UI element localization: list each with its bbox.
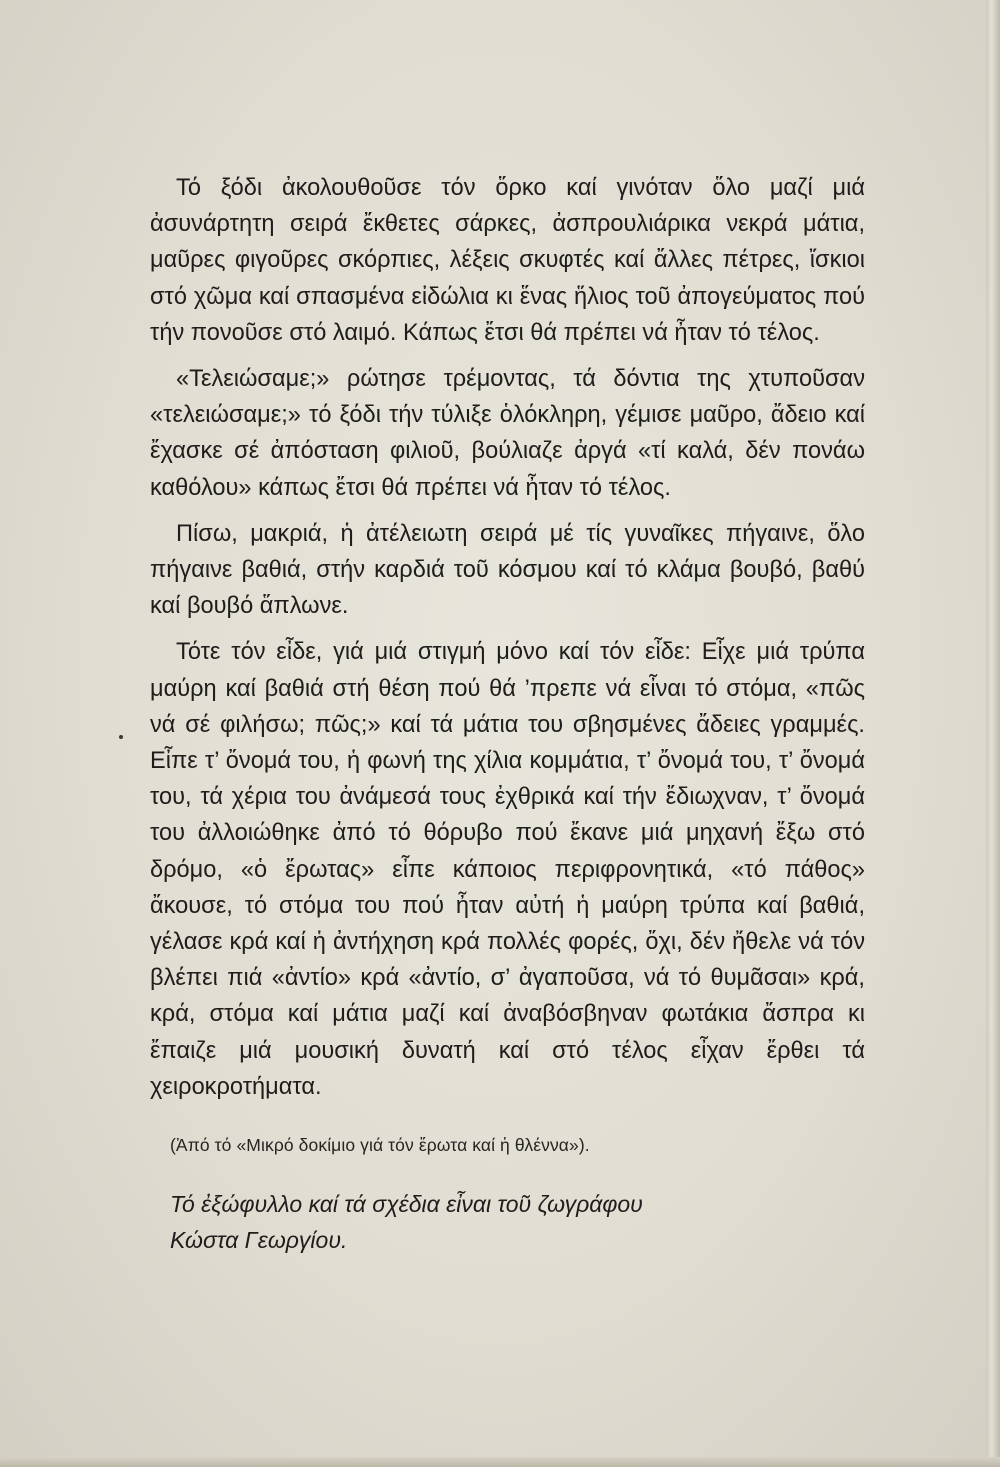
ink-speck [119, 735, 123, 739]
credits-line-1: Τό ἐξώφυλλο καί τά σχέδια εἶναι τοῦ ζωγράφου [170, 1191, 643, 1217]
page-edge-right [986, 0, 1000, 1467]
excerpt-text [150, 170, 865, 1105]
paragraph-1: Τό ξόδι ἀκολουθοῦσε τόν ὅρκο καί γινόταν ὅλο μαζί μιά ἀσυνάρτητη σειρά ἔκθετες σάρκες, ἀσπρουλιάρικα νεκρά μάτια, μαῦρες φιγοῦρες σκόρπιες, λέξεις σκυφτές καί ἄλλες πέτρες, ἴσκιοι στό χῶμα καί σπασμένα εἰδώλια κι ἕνας ἥλιος τοῦ ἀπογεύματος πού τήν πονοῦσε στό λαιμό. Κάπως ἔτσι θά πρέπει νά ἦταν τό τέλος. [150, 175, 865, 346]
cover-credits [170, 1186, 870, 1258]
paragraph-2: «Τελειώσαμε;» ρώτησε τρέμοντας, τά δόντια της χτυποῦσαν «τελειώσαμε;» τό ξόδι τήν τύλιξε ὁλόκληρη, γέμισε μαῦρο, ἄδειο καί ἔχασκε σέ ἀπόσταση φιλιοῦ, βούλιαζε ἀργά «τί καλά, δέν πονάω καθόλου» κάπως ἔτσι θά πρέπει νά ἦταν τό τέλος. [150, 366, 865, 501]
page-edge-bottom [0, 1457, 1000, 1467]
credits-line-2: Κώστα Γεωργίου. [170, 1227, 348, 1253]
paragraph-3: Πίσω, μακριά, ἡ ἀτέλειωτη σειρά μέ τίς γυναῖκες πήγαινε, ὅλο πήγαινε βαθιά, στήν καρδιά τοῦ κόσμου καί τό κλάμα βουβό, βαθύ καί βουβό ἅπλωνε. [150, 520, 865, 620]
source-note: (Ἀπό τό «Μικρό δοκίμιο γιά τόν ἔρωτα καί ἡ θλέννα»). [170, 1135, 590, 1155]
paragraph-4: Τότε τόν εἶδε, γιά μιά στιγμή μόνο καί τόν εἶδε: Εἶχε μιά τρύπα μαύρη καί βαθιά στή θέση πού θά ’πρεπε νά εἶναι τό στόμα, «πῶς νά σέ φιλήσω; πῶς;» καί τά μάτια του σβησμένες ἄδειες γραμμές. Εἶπε τ’ ὄνομά του, ἡ φωνή της χίλια κομμάτια, τ’ ὄνομά του, τ’ ὄνομά του, τά χέρια του ἀνάμεσά τους ἐχθρικά καί τήν ἔδιωχναν, τ’ ὄνομά του ἀλλοιώθηκε ἀπό τό θόρυβο πού ἔκανε μιά μηχανή ἔξω στό δρόμο, «ὁ ἔρωτας» εἶπε κάποιος περιφρονητικά, «τό πάθος» ἄκουσε, τό στόμα του πού ἦταν αὐτή ἡ μαύρη τρύπα καί βαθιά, γέλασε κρά καί ἡ ἀντήχηση κρά πολλές φορές, ὄχι, δέν ἤθελε νά τόν βλέπει πιά «ἀντίο» κρά «ἀντίο, σ’ ἀγαποῦσα, νά τό θυμᾶσαι» κρά, κρά, στόμα καί μάτια μαζί καί ἀναβόσβηναν φωτάκια ἄσπρα κι ἔπαιζε μιά μουσική δυνατή καί στό τέλος εἶχαν ἔρθει τά χειροκροτήματα. [150, 639, 865, 1100]
